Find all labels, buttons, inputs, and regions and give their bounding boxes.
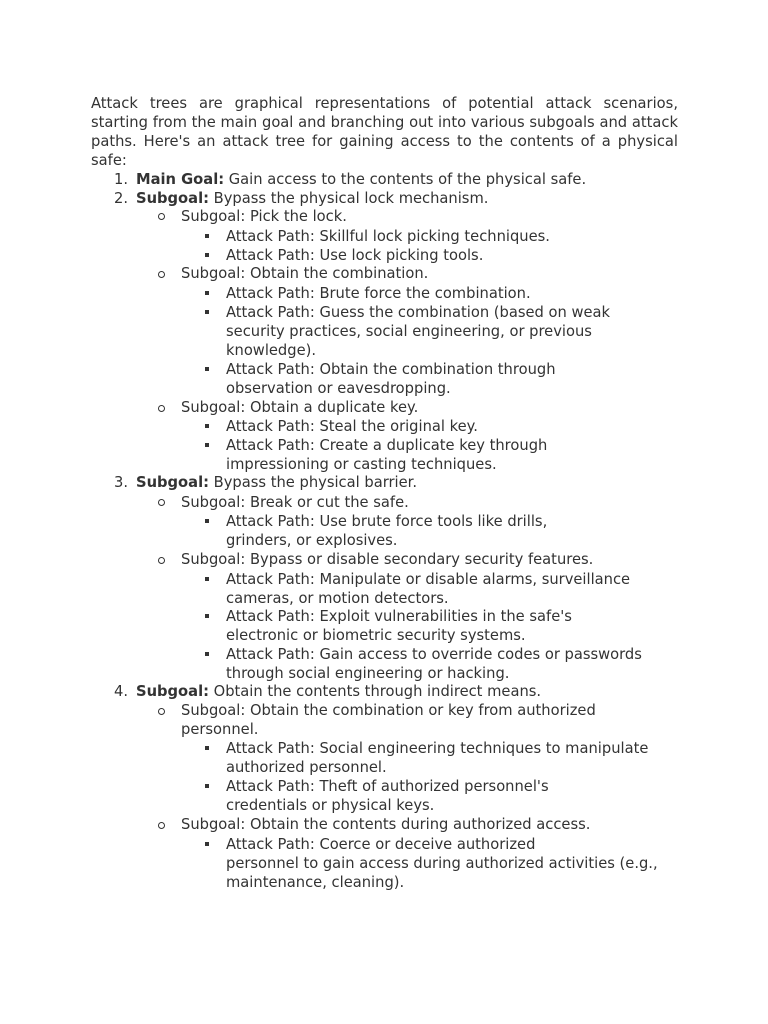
square-bullet-icon: [205, 746, 209, 750]
circle-bullet-icon: [158, 499, 165, 506]
attack-path-text: observation or eavesdropping.: [226, 380, 451, 397]
attack-path-text: authorized personnel.: [226, 759, 387, 776]
circle-bullet-icon: [158, 822, 165, 829]
square-bullet-icon: [205, 253, 209, 257]
item-number: 4.: [113, 683, 128, 700]
attack-path-text: credentials or physical keys.: [226, 797, 435, 814]
item-text: Subgoal: Obtain the contents through indirect means.: [136, 683, 542, 700]
attack-path-text: personnel to gain access during authorized activities (e.g.,: [226, 855, 658, 872]
subgoal-text: Subgoal: Obtain the combination.: [181, 265, 429, 282]
attack-path-text: Attack Path: Manipulate or disable alarms, surveillance: [226, 571, 631, 588]
subgoal-text: Subgoal: Bypass or disable secondary security features.: [181, 551, 594, 568]
attack-path-text: Attack Path: Brute force the combination.: [226, 285, 531, 302]
square-bullet-icon: [205, 310, 209, 314]
item-text: Main Goal: Gain access to the contents of the physical safe.: [136, 171, 587, 188]
subgoal-text: Subgoal: Obtain the combination or key from authorized: [181, 702, 596, 719]
attack-path-text: security practices, social engineering, or previous: [226, 323, 592, 340]
attack-path-text: maintenance, cleaning).: [226, 874, 405, 891]
square-bullet-icon: [205, 519, 209, 523]
square-bullet-icon: [205, 614, 209, 618]
attack-path-text: impressioning or casting techniques.: [226, 456, 497, 473]
item-number: 3.: [113, 474, 128, 491]
subgoal-text: Subgoal: Pick the lock.: [181, 208, 347, 225]
attack-path-text: knowledge).: [226, 342, 317, 359]
subgoal-text: Subgoal: Obtain the contents during authorized access.: [181, 816, 591, 833]
item-number: 1.: [113, 171, 128, 188]
intro-paragraph: Attack trees are graphical representations of potential attack scenarios, starting from the main goal and branching out into various subgoals and attack paths. Here's an attack tree for gaining access to the contents of a physical safe:: [91, 95, 678, 169]
item-text: Subgoal: Bypass the physical barrier.: [136, 474, 417, 491]
attack-path-text: Attack Path: Theft of authorized personnel's: [226, 778, 549, 795]
circle-bullet-icon: [158, 708, 165, 715]
attack-path-text: Attack Path: Skillful lock picking techniques.: [226, 228, 550, 245]
square-bullet-icon: [205, 291, 209, 295]
item-label: Subgoal:: [136, 190, 209, 207]
square-bullet-icon: [205, 367, 209, 371]
attack-path-text: Attack Path: Coerce or deceive authorized: [226, 836, 536, 853]
attack-path-text: Attack Path: Guess the combination (based on weak: [226, 304, 611, 321]
attack-path-text: Attack Path: Exploit vulnerabilities in the safe's: [226, 608, 572, 625]
circle-bullet-icon: [158, 213, 165, 220]
circle-bullet-icon: [158, 557, 165, 564]
square-bullet-icon: [205, 784, 209, 788]
attack-path-text: electronic or biometric security systems.: [226, 627, 526, 644]
square-bullet-icon: [205, 652, 209, 656]
attack-path-text: Attack Path: Use brute force tools like drills,: [226, 513, 548, 530]
attack-path-text: through social engineering or hacking.: [226, 665, 510, 682]
attack-path-text: Attack Path: Steal the original key.: [226, 418, 478, 435]
attack-path-text: grinders, or explosives.: [226, 532, 398, 549]
attack-path-text: Attack Path: Gain access to override codes or passwords: [226, 646, 642, 663]
circle-bullet-icon: [158, 271, 165, 278]
attack-path-text: Attack Path: Social engineering techniques to manipulate: [226, 740, 649, 757]
item-label: Subgoal:: [136, 474, 209, 491]
square-bullet-icon: [205, 424, 209, 428]
subgoal-text: Subgoal: Obtain a duplicate key.: [181, 399, 419, 416]
square-bullet-icon: [205, 443, 209, 447]
attack-path-text: Attack Path: Create a duplicate key through: [226, 437, 548, 454]
attack-path-text: Attack Path: Obtain the combination through: [226, 361, 556, 378]
circle-bullet-icon: [158, 405, 165, 412]
square-bullet-icon: [205, 234, 209, 238]
attack-path-text: Attack Path: Use lock picking tools.: [226, 247, 484, 264]
subgoal-text: Subgoal: Break or cut the safe.: [181, 494, 409, 511]
square-bullet-icon: [205, 842, 209, 846]
item-label: Main Goal:: [136, 171, 225, 188]
square-bullet-icon: [205, 577, 209, 581]
subgoal-text: personnel.: [181, 721, 259, 738]
item-text: Subgoal: Bypass the physical lock mechanism.: [136, 190, 489, 207]
item-number: 2.: [113, 190, 128, 207]
item-label: Subgoal:: [136, 683, 209, 700]
attack-path-text: cameras, or motion detectors.: [226, 590, 449, 607]
